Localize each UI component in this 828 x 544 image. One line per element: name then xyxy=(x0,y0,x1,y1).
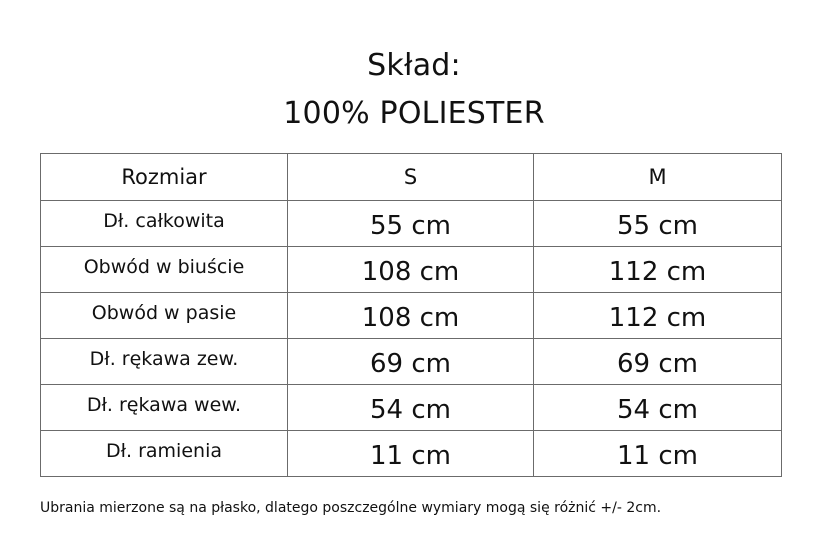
header-size-m: M xyxy=(534,154,782,201)
row-label: Obwód w biuście xyxy=(41,247,288,293)
table-row xyxy=(41,247,782,293)
row-value-s: 108 cm xyxy=(288,293,534,339)
row-value-s: 55 cm xyxy=(288,201,534,247)
table-row xyxy=(41,339,782,385)
row-value-m: 112 cm xyxy=(534,293,782,339)
table-row xyxy=(41,201,782,247)
row-value-s: 69 cm xyxy=(288,339,534,385)
row-value-m: 11 cm xyxy=(534,431,782,477)
row-label: Dł. rękawa wew. xyxy=(41,385,288,431)
composition-material: 100% POLIESTER xyxy=(283,96,545,131)
row-value-s: 108 cm xyxy=(288,247,534,293)
table-row xyxy=(41,293,782,339)
row-label: Dł. rękawa zew. xyxy=(41,339,288,385)
size-table xyxy=(40,153,782,477)
row-value-s: 11 cm xyxy=(288,431,534,477)
row-value-s: 54 cm xyxy=(288,385,534,431)
row-value-m: 55 cm xyxy=(534,201,782,247)
row-value-m: 69 cm xyxy=(534,339,782,385)
measurement-footnote: Ubrania mierzone są na płasko, dlatego poszczególne wymiary mogą się różnić +/- 2cm. xyxy=(40,500,662,516)
table-header-row xyxy=(41,154,782,201)
composition-title: Skład: xyxy=(367,48,461,83)
row-label: Obwód w pasie xyxy=(41,293,288,339)
header-size-label: Rozmiar xyxy=(41,154,288,201)
row-label: Dł. całkowita xyxy=(41,201,288,247)
header-size-s: S xyxy=(288,154,534,201)
table-row xyxy=(41,431,782,477)
row-label: Dł. ramienia xyxy=(41,431,288,477)
row-value-m: 112 cm xyxy=(534,247,782,293)
table-row xyxy=(41,385,782,431)
row-value-m: 54 cm xyxy=(534,385,782,431)
